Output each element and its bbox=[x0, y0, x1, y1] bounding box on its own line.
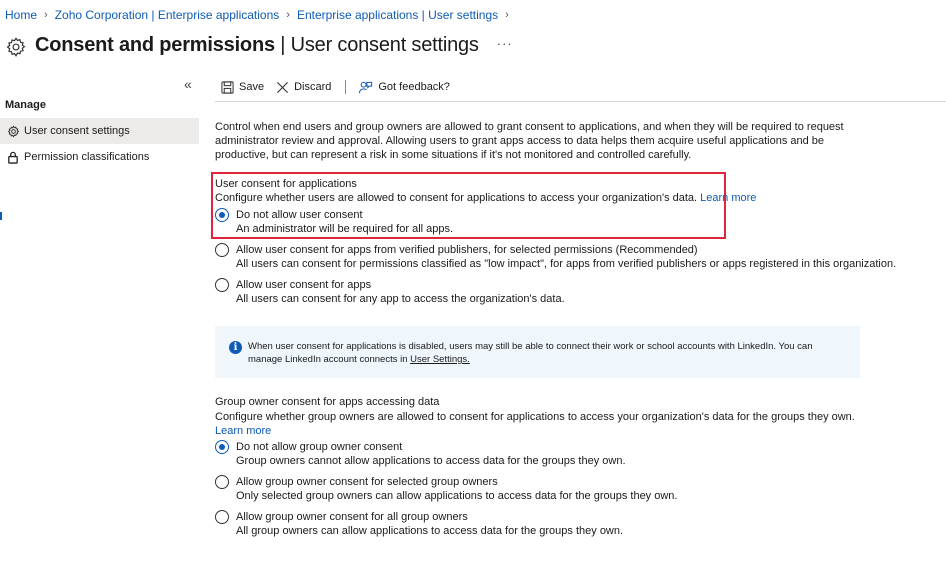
info-banner bbox=[215, 326, 860, 378]
save-label: Save bbox=[239, 81, 265, 93]
group-consent-label: Group owner consent for apps accessing data bbox=[215, 396, 440, 408]
gear-icon bbox=[4, 125, 22, 138]
chevron-right-icon: › bbox=[286, 9, 290, 21]
sidebar-item-permission-classifications[interactable] bbox=[0, 144, 199, 170]
option-description: Group owners cannot allow applications to access data for the groups they own. bbox=[236, 455, 626, 467]
radio-button[interactable] bbox=[215, 475, 229, 489]
option-description: Only selected group owners can allow applications to access data for the groups they own. bbox=[236, 490, 678, 502]
radio-button[interactable] bbox=[215, 440, 229, 454]
sidebar-section-manage: Manage bbox=[5, 99, 46, 111]
scroll-marker bbox=[0, 212, 2, 220]
option-description: All users can consent for any app to access the organization's data. bbox=[236, 293, 565, 305]
info-icon: i bbox=[229, 341, 242, 354]
feedback-label: Got feedback? bbox=[378, 81, 450, 93]
radio-option-allow-all-apps[interactable] bbox=[215, 278, 565, 306]
page-description: Control when end users and group owners are allowed to grant consent to applications, and when they will be required to request administrator review and approval. Allowing users to grant apps access to data helps them acquire useful applications and be productive, but can represent a risk in some situations if it's not monitored and controlled carefully. bbox=[215, 121, 844, 161]
radio-button[interactable] bbox=[215, 208, 229, 222]
radio-option-verified-publishers[interactable] bbox=[215, 243, 896, 271]
user-consent-description: Configure whether users are allowed to consent for applications to access your organization's data. Learn more bbox=[215, 192, 757, 204]
user-consent-label: User consent for applications bbox=[215, 178, 357, 190]
info-banner-text: When user consent for applications is disabled, users may still be able to connect their work or school accounts with LinkedIn. You can manage LinkedIn account connects in User Settings. bbox=[248, 341, 813, 365]
radio-button[interactable] bbox=[215, 243, 229, 257]
radio-option-all-group-owners[interactable] bbox=[215, 510, 623, 538]
feedback-button[interactable] bbox=[358, 78, 450, 96]
user-settings-link[interactable]: User Settings. bbox=[410, 354, 470, 365]
sidebar-item-user-consent-settings[interactable] bbox=[0, 118, 199, 144]
option-title: Do not allow group owner consent bbox=[236, 441, 403, 453]
feedback-icon bbox=[358, 80, 373, 95]
sidebar-item-label: User consent settings bbox=[24, 125, 130, 137]
breadcrumb-home[interactable]: Home bbox=[5, 8, 38, 22]
save-icon bbox=[221, 81, 234, 94]
save-button[interactable] bbox=[221, 78, 264, 96]
more-options-button[interactable]: ··· bbox=[496, 35, 513, 51]
option-description: All group owners can allow applications to access data for the groups they own. bbox=[236, 525, 624, 537]
learn-more-link[interactable]: Learn more bbox=[215, 425, 272, 437]
option-title: Allow user consent for apps from verified publishers, for selected permissions (Recommended) bbox=[236, 244, 698, 256]
close-icon bbox=[276, 81, 289, 94]
sidebar-item-label: Permission classifications bbox=[24, 151, 150, 163]
chevron-right-icon: › bbox=[505, 9, 509, 21]
group-consent-description: Configure whether group owners are allowed to consent for applications to access your organization's data for the groups they own. Learn more bbox=[215, 411, 855, 437]
learn-more-link[interactable]: Learn more bbox=[700, 192, 757, 204]
page-header bbox=[5, 30, 513, 60]
gear-icon bbox=[5, 36, 29, 60]
radio-option-selected-group-owners[interactable] bbox=[215, 475, 677, 503]
radio-button[interactable] bbox=[215, 278, 229, 292]
option-title: Allow group owner consent for all group owners bbox=[236, 511, 468, 523]
option-description: An administrator will be required for all apps. bbox=[236, 223, 454, 235]
radio-option-no-user-consent[interactable] bbox=[215, 208, 453, 236]
option-title: Allow group owner consent for selected group owners bbox=[236, 476, 498, 488]
option-description: All users can consent for permissions classified as "low impact", for apps from verified publishers or apps registered in this organization. bbox=[236, 258, 897, 270]
radio-button[interactable] bbox=[215, 510, 229, 524]
collapse-sidebar-button[interactable]: « bbox=[184, 76, 192, 92]
breadcrumb bbox=[5, 8, 516, 22]
breadcrumb-user-settings[interactable]: Enterprise applications | User settings bbox=[296, 8, 499, 22]
page-title: Consent and permissions | User consent settings bbox=[35, 33, 479, 56]
option-title: Do not allow user consent bbox=[236, 209, 363, 221]
chevron-right-icon: › bbox=[44, 9, 48, 21]
option-title: Allow user consent for apps bbox=[236, 279, 372, 291]
toolbar-divider bbox=[345, 80, 346, 94]
radio-option-no-group-owner-consent[interactable] bbox=[215, 440, 626, 468]
command-bar bbox=[215, 78, 946, 102]
discard-label: Discard bbox=[294, 81, 332, 93]
lock-icon bbox=[4, 151, 22, 164]
breadcrumb-zoho-enterprise-apps[interactable]: Zoho Corporation | Enterprise applications bbox=[54, 8, 280, 22]
discard-button[interactable] bbox=[276, 78, 331, 96]
